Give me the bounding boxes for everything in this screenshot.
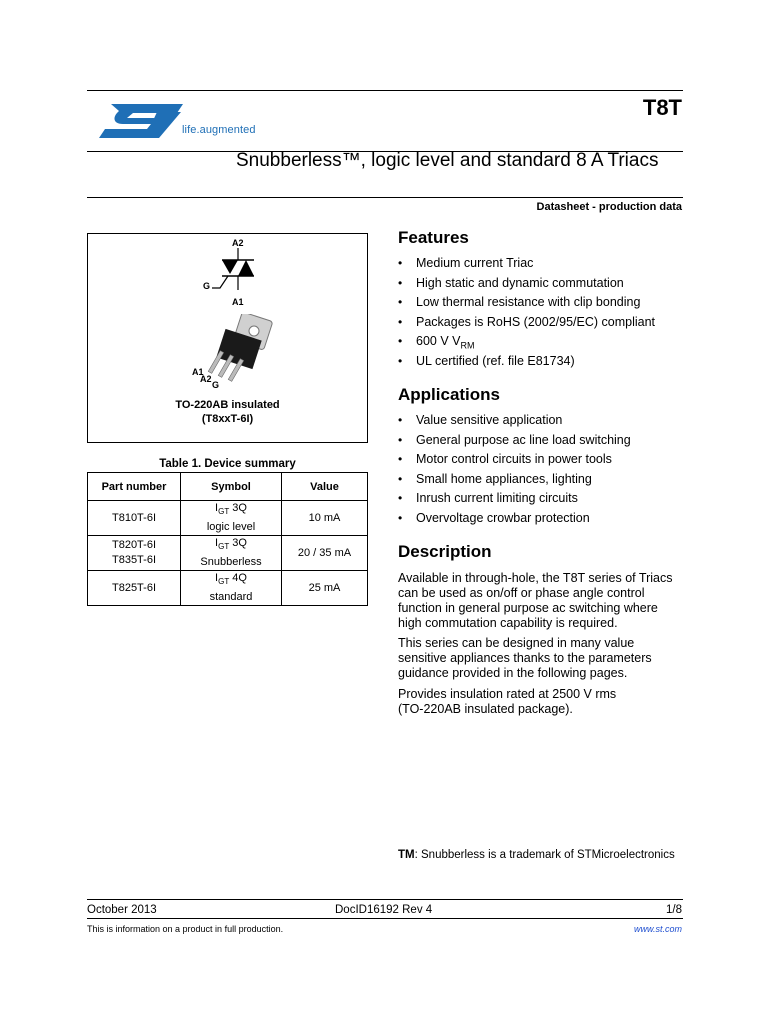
cell-part: T825T-6I [88, 571, 181, 606]
datasheet-label: Datasheet - production data [536, 201, 682, 213]
table-row [88, 501, 368, 536]
pin-label-a2: A2 [232, 238, 244, 248]
cell-part: T810T-6I [88, 501, 181, 536]
applications-heading: Applications [398, 385, 501, 404]
pin-label-g: G [203, 281, 211, 291]
list-item: • Packages is RoHS (2002/95/EC) compliant [398, 313, 655, 333]
description-paragraph-2: This series can be designed in many value sensitive appliances thanks to the parameters guidance provided in the following pages. [398, 636, 652, 680]
table-header-row [88, 473, 368, 501]
brand-tagline: life.augmented [182, 124, 256, 136]
list-item: • Medium current Triac [398, 254, 655, 274]
list-item: • Value sensitive application [398, 411, 631, 431]
features-heading: Features [398, 228, 469, 247]
footer-note: This is information on a product in full production. [87, 924, 284, 934]
footer-date: October 2013 [87, 904, 157, 916]
description-paragraph-1: Available in through-hole, the T8T series of Triacs can be used as on/off or phase angle control function in general purpose ac switching where high commutation capability is required. [398, 571, 673, 630]
list-item: • UL certified (ref. file E81734) [398, 352, 655, 372]
cell-symbol: $I_{GT}$ 3Q logic level [181, 501, 282, 536]
header-part-number: Part number [88, 473, 181, 501]
device-summary-table [87, 472, 368, 606]
cell-value: 25 mA [282, 571, 368, 606]
package-figure [87, 233, 368, 443]
pin-label-a1: A1 [232, 297, 244, 307]
footer-rule-2 [87, 918, 683, 919]
footer-doc-id: DocID16192 Rev 4 [335, 904, 433, 916]
trademark-note: TM: Snubberless is a trademark of STMicroelectronics [398, 849, 675, 861]
cell-part: T820T-6I T835T-6I [88, 536, 181, 571]
part-title: T8T [642, 95, 682, 120]
cell-symbol: $I_{GT}$ 3Q Snubberless [181, 536, 282, 571]
package-pin-a2: A2 [200, 374, 212, 384]
package-caption-line1: TO-220AB insulated [175, 399, 280, 411]
header-symbol: Symbol [181, 473, 282, 501]
cell-value: 20 / 35 mA [282, 536, 368, 571]
table-caption: Table 1. Device summary [159, 458, 296, 470]
package-pin-g: G [212, 380, 220, 390]
footer-rule [87, 899, 683, 900]
table-row [88, 536, 368, 571]
list-item: • Inrush current limiting circuits [398, 489, 631, 509]
list-item: • Low thermal resistance with clip bonding [398, 293, 655, 313]
list-item: • Motor control circuits in power tools [398, 450, 631, 470]
description-paragraph-3: Provides insulation rated at 2500 V rms (TO-220AB insulated package). [398, 687, 617, 716]
footer-page-number: 1/8 [666, 904, 682, 916]
triac-symbol-icon [208, 246, 268, 302]
list-item: • Overvoltage crowbar protection [398, 509, 631, 529]
document-subtitle: Snubberless™, logic level and standard 8 A Triacs [236, 150, 659, 171]
cell-value: 10 mA [282, 501, 368, 536]
description-heading: Description [398, 542, 492, 561]
table-row [88, 571, 368, 606]
package-caption-line2: (T8xxT-6I) [201, 413, 254, 425]
list-item: • High static and dynamic commutation [398, 274, 655, 294]
header-value: Value [282, 473, 368, 501]
top-rule [87, 90, 683, 91]
list-item: • 600 V $V_{RM}$ [398, 332, 655, 352]
cell-symbol: $I_{GT}$ 4Q standard [181, 571, 282, 606]
list-item: • Small home appliances, lighting [398, 470, 631, 490]
features-list [398, 254, 655, 371]
subtitle-rule [87, 197, 683, 198]
footer-url-link[interactable]: www.st.com [633, 924, 682, 934]
list-item: • General purpose ac line load switching [398, 431, 631, 451]
applications-list [398, 411, 631, 528]
package-pin-a1: A1 [192, 367, 204, 377]
